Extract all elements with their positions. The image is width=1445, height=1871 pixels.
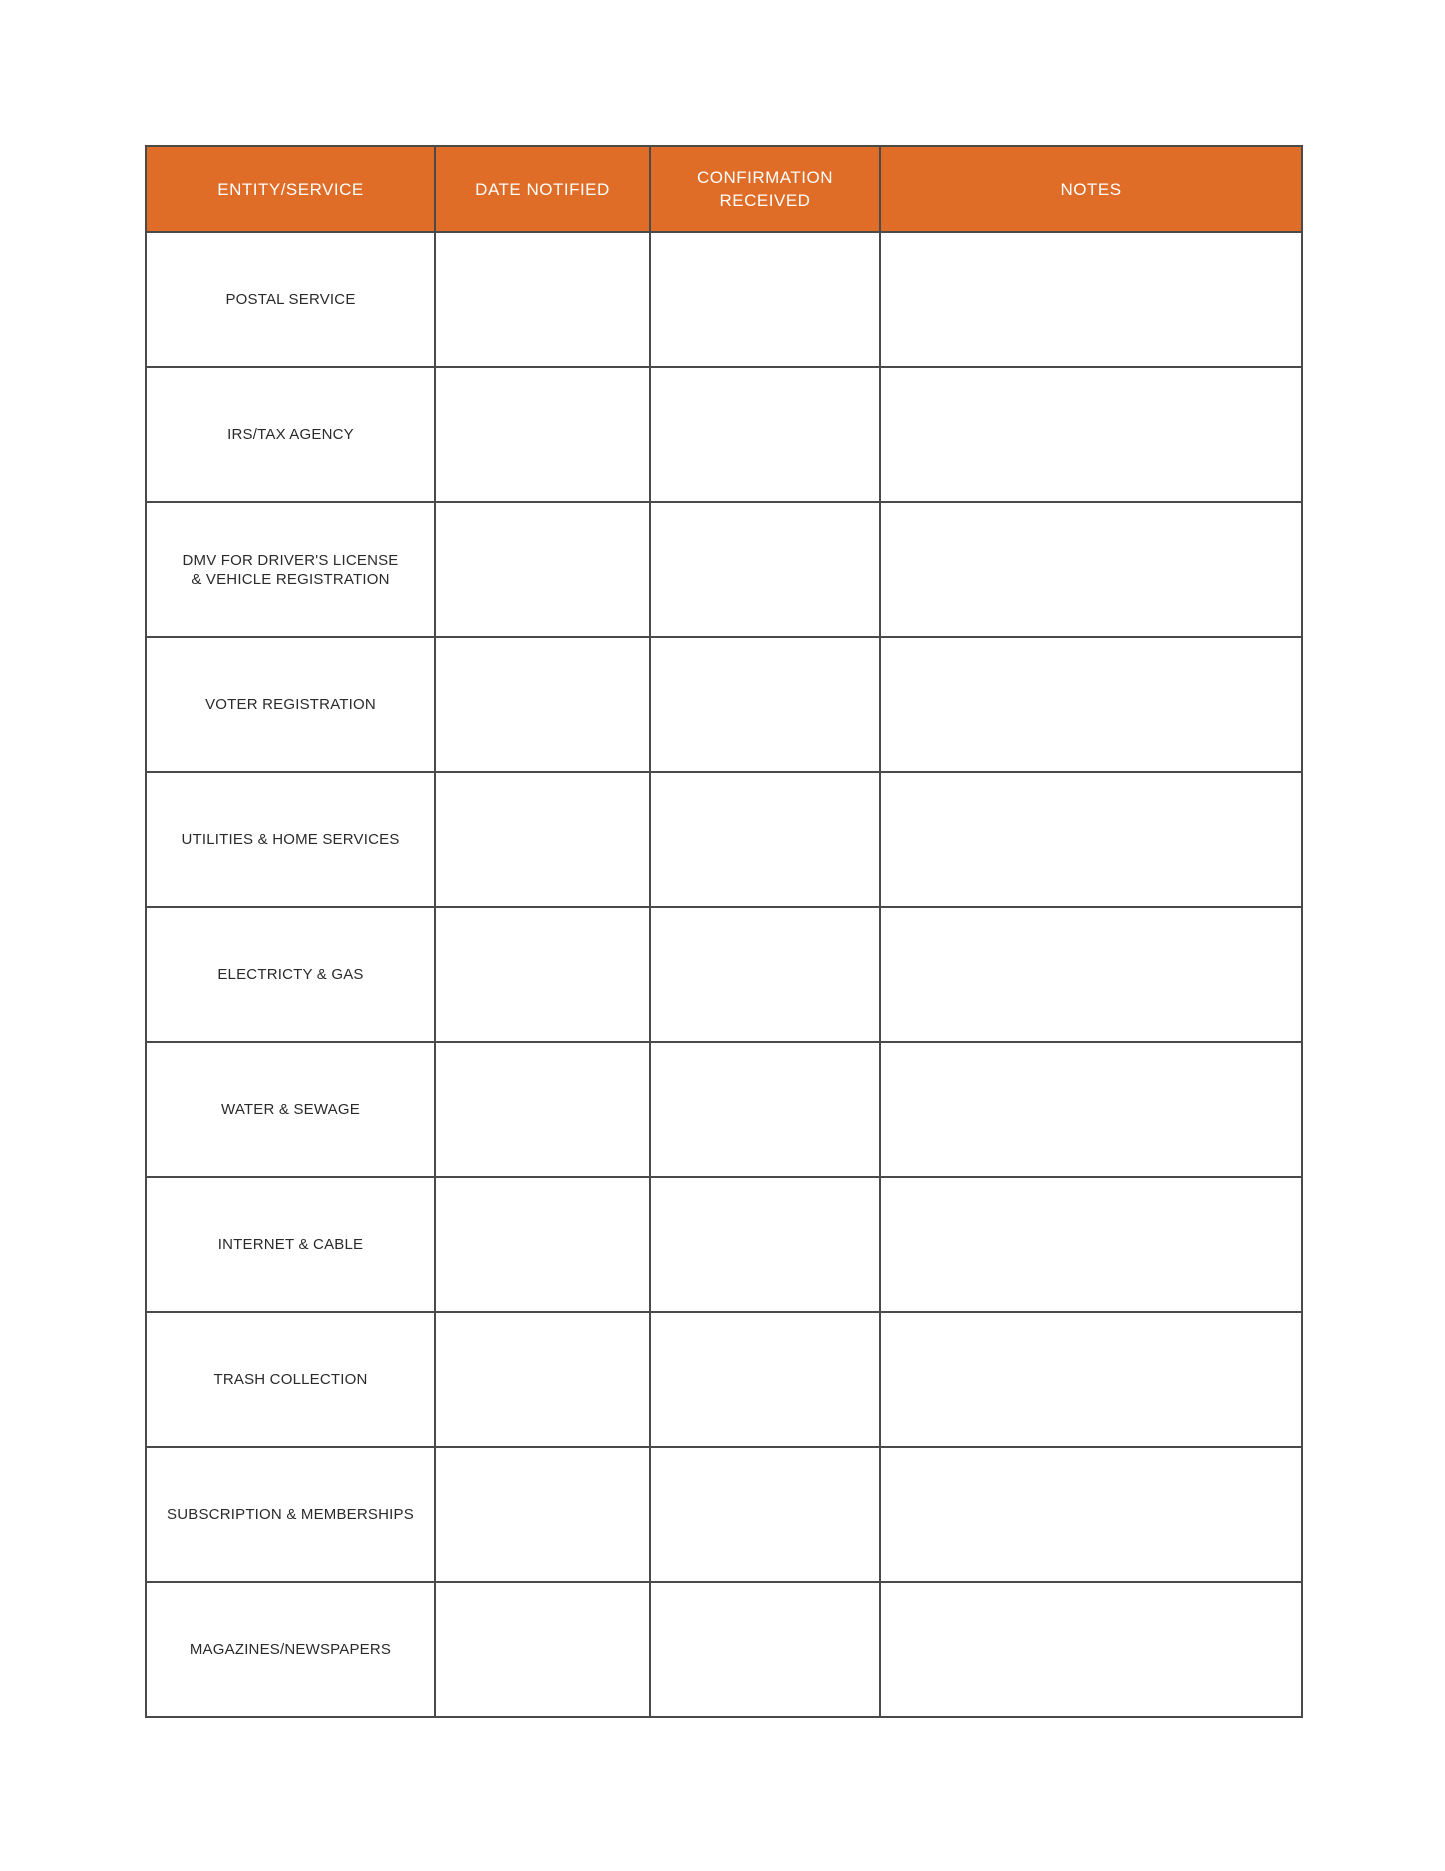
header-entity-service: ENTITY/SERVICE bbox=[146, 146, 435, 232]
table-row bbox=[146, 367, 1302, 502]
entity-cell: VOTER REGISTRATION bbox=[146, 637, 435, 772]
entity-cell: TRASH COLLECTION bbox=[146, 1312, 435, 1447]
date-notified-cell[interactable] bbox=[435, 1177, 650, 1312]
table-row bbox=[146, 1177, 1302, 1312]
entity-cell: POSTAL SERVICE bbox=[146, 232, 435, 367]
date-notified-cell[interactable] bbox=[435, 1582, 650, 1717]
table-row bbox=[146, 772, 1302, 907]
entity-cell: MAGAZINES/NEWSPAPERS bbox=[146, 1582, 435, 1717]
date-notified-cell[interactable] bbox=[435, 1042, 650, 1177]
notes-cell[interactable] bbox=[880, 1582, 1302, 1717]
table-row bbox=[146, 907, 1302, 1042]
table-row bbox=[146, 232, 1302, 367]
header-date-notified: DATE NOTIFIED bbox=[435, 146, 650, 232]
header-row bbox=[146, 146, 1302, 232]
entity-cell: WATER & SEWAGE bbox=[146, 1042, 435, 1177]
entity-cell: UTILITIES & HOME SERVICES bbox=[146, 772, 435, 907]
notes-cell[interactable] bbox=[880, 1177, 1302, 1312]
entity-cell: ELECTRICTY & GAS bbox=[146, 907, 435, 1042]
table-row bbox=[146, 1312, 1302, 1447]
confirmation-cell[interactable] bbox=[650, 232, 880, 367]
date-notified-cell[interactable] bbox=[435, 502, 650, 637]
confirmation-cell[interactable] bbox=[650, 1042, 880, 1177]
date-notified-cell[interactable] bbox=[435, 637, 650, 772]
date-notified-cell[interactable] bbox=[435, 1447, 650, 1582]
entity-cell: DMV FOR DRIVER'S LICENSE & VEHICLE REGISTRATION bbox=[146, 502, 435, 637]
notes-cell[interactable] bbox=[880, 367, 1302, 502]
confirmation-cell[interactable] bbox=[650, 907, 880, 1042]
header-notes: NOTES bbox=[880, 146, 1302, 232]
notes-cell[interactable] bbox=[880, 637, 1302, 772]
notes-cell[interactable] bbox=[880, 1447, 1302, 1582]
date-notified-cell[interactable] bbox=[435, 367, 650, 502]
notes-cell[interactable] bbox=[880, 232, 1302, 367]
table-row bbox=[146, 1582, 1302, 1717]
entity-cell: SUBSCRIPTION & MEMBERSHIPS bbox=[146, 1447, 435, 1582]
notes-cell[interactable] bbox=[880, 907, 1302, 1042]
date-notified-cell[interactable] bbox=[435, 772, 650, 907]
date-notified-cell[interactable] bbox=[435, 907, 650, 1042]
table-row bbox=[146, 1042, 1302, 1177]
table-row bbox=[146, 1447, 1302, 1582]
confirmation-cell[interactable] bbox=[650, 772, 880, 907]
confirmation-cell[interactable] bbox=[650, 1312, 880, 1447]
confirmation-cell[interactable] bbox=[650, 367, 880, 502]
notification-checklist-table bbox=[145, 145, 1303, 1718]
notes-cell[interactable] bbox=[880, 772, 1302, 907]
confirmation-cell[interactable] bbox=[650, 637, 880, 772]
entity-cell: INTERNET & CABLE bbox=[146, 1177, 435, 1312]
date-notified-cell[interactable] bbox=[435, 232, 650, 367]
date-notified-cell[interactable] bbox=[435, 1312, 650, 1447]
header-confirmation-received: CONFIRMATION RECEIVED bbox=[650, 146, 880, 232]
confirmation-cell[interactable] bbox=[650, 1582, 880, 1717]
confirmation-cell[interactable] bbox=[650, 502, 880, 637]
table-row bbox=[146, 502, 1302, 637]
notes-cell[interactable] bbox=[880, 1312, 1302, 1447]
notes-cell[interactable] bbox=[880, 502, 1302, 637]
entity-cell: IRS/TAX AGENCY bbox=[146, 367, 435, 502]
notes-cell[interactable] bbox=[880, 1042, 1302, 1177]
confirmation-cell[interactable] bbox=[650, 1447, 880, 1582]
table-row bbox=[146, 637, 1302, 772]
confirmation-cell[interactable] bbox=[650, 1177, 880, 1312]
